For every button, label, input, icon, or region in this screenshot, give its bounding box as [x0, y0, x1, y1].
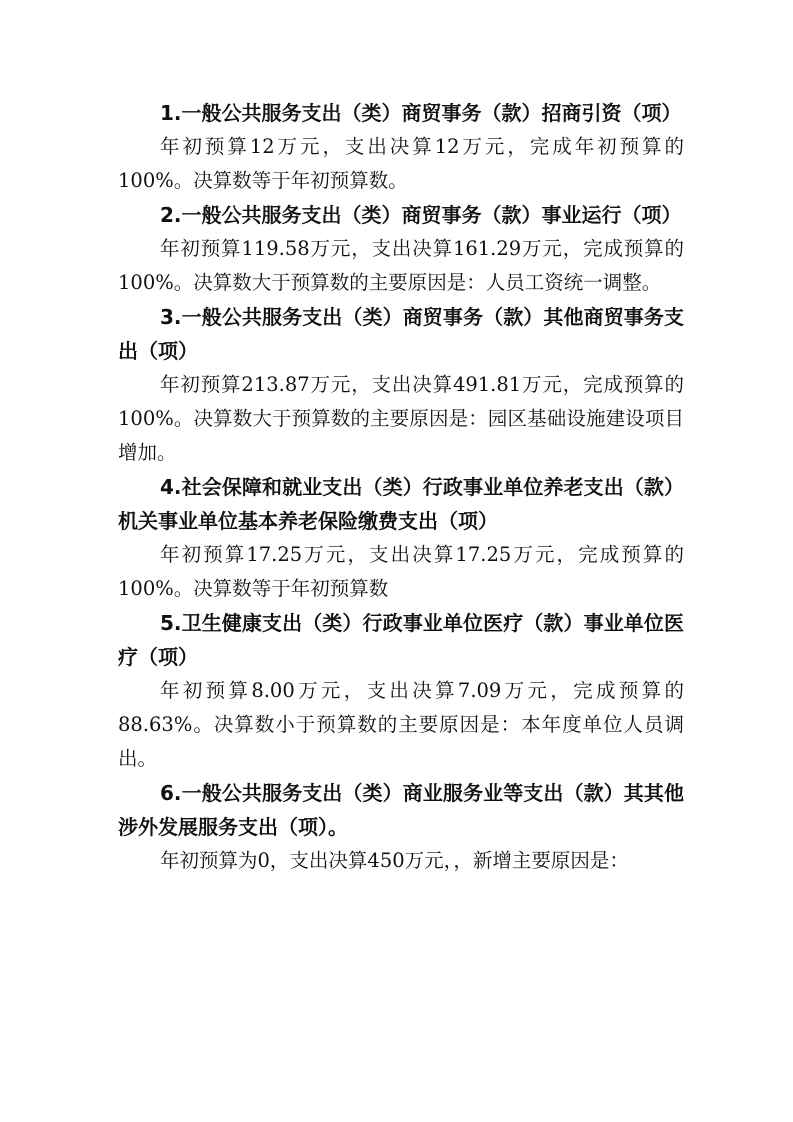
section-body: 年初预算12万元，支出决算12万元，完成年初预算的100%。决算数等于年初预算数。 — [118, 135, 684, 192]
section-heading: 3.一般公共服务支出（类）商贸事务（款）其他商贸事务支出（项） — [118, 305, 684, 363]
section-heading: 5.卫生健康支出（类）行政事业单位医疗（款）事业单位医疗（项） — [118, 611, 684, 669]
section-body: 年初预算17.25万元，支出决算17.25万元，完成预算的100%。决算数等于年初预算数 — [118, 543, 684, 600]
section-body: 年初预算8.00万元，支出决算7.09万元，完成预算的88.63%。决算数小于预算数的主要原因是：本年度单位人员调出。 — [118, 679, 684, 770]
section-2 — [118, 198, 684, 300]
section-heading: 6.一般公共服务支出（类）商业服务业等支出（款）其其他涉外发展服务支出（项）。 — [118, 781, 684, 839]
section-heading: 2.一般公共服务支出（类）商贸事务（款）事业运行（项） — [160, 203, 682, 227]
section-body: 年初预算为0，支出决算450万元，，新增主要原因是： — [160, 849, 629, 872]
section-6 — [118, 776, 684, 878]
section-1 — [118, 96, 684, 198]
section-3 — [118, 300, 684, 470]
section-4 — [118, 470, 684, 606]
section-5 — [118, 606, 684, 776]
section-heading: 4.社会保障和就业支出（类）行政事业单位养老支出（款）机关事业单位基本养老保险缴费支出（项） — [118, 475, 684, 533]
section-body: 年初预算119.58万元，支出决算161.29万元，完成预算的100%。决算数大于预算数的主要原因是：人员工资统一调整。 — [118, 237, 684, 294]
section-heading: 1.一般公共服务支出（类）商贸事务（款）招商引资（项） — [160, 101, 682, 125]
document-page — [118, 96, 684, 878]
section-body: 年初预算213.87万元，支出决算491.81万元，完成预算的100%。决算数大于预算数的主要原因是：园区基础设施建设项目增加。 — [118, 373, 684, 464]
